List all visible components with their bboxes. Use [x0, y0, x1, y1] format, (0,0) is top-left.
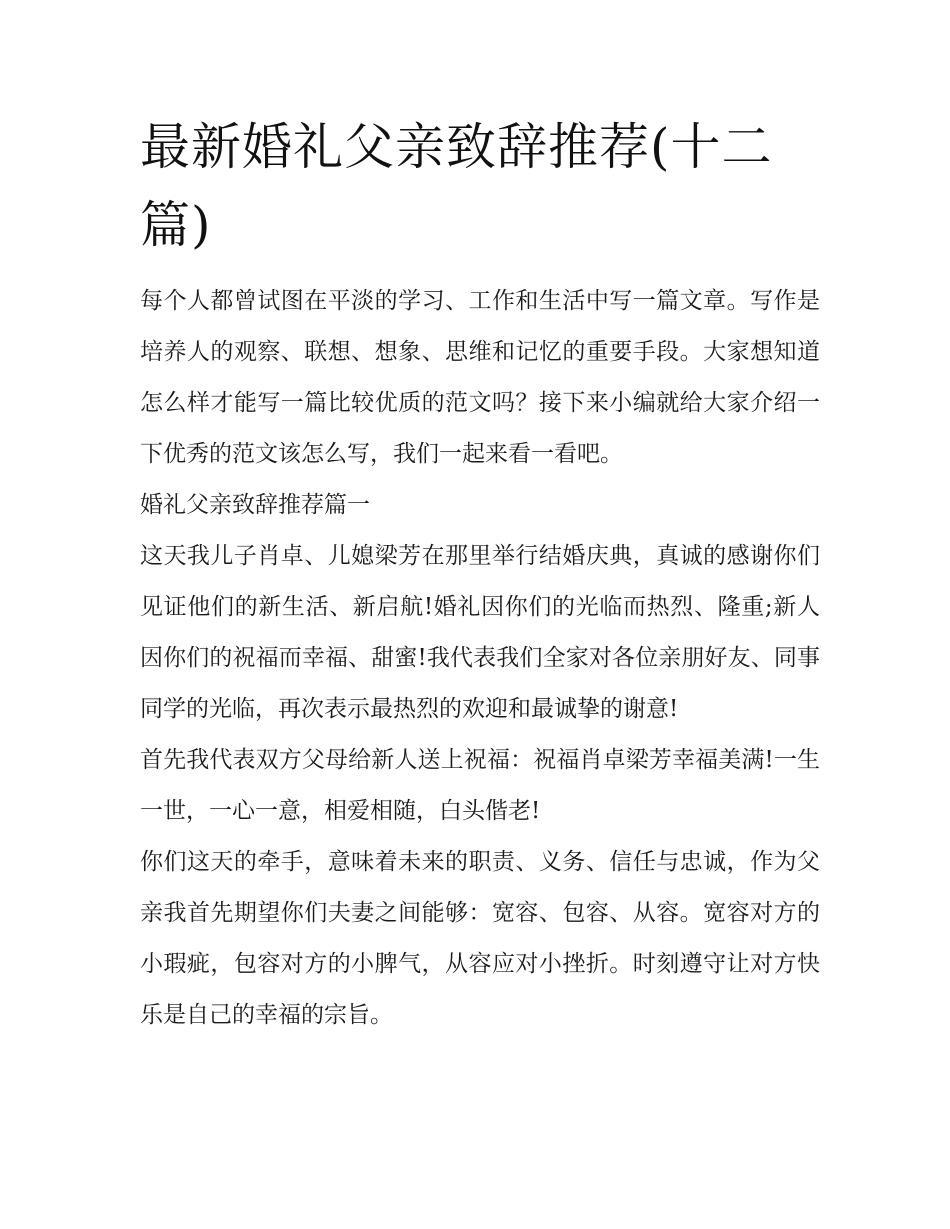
body-paragraph: 这天我儿子肖卓、儿媳梁芳在那里举行结婚庆典，真诚的感谢你们见证他们的新生活、新启航!婚礼因你们的光临而热烈、隆重;新人因你们的祝福而幸福、甜蜜!我代表我们全家对各位亲朋好友、同事同学的光临，再次表示最热烈的欢迎和最诚挚的谢意! — [140, 543, 820, 722]
intro-paragraph: 每个人都曾试图在平淡的学习、工作和生活中写一篇文章。写作是培养人的观察、联想、想象、思维和记忆的重要手段。大家想知道怎么样才能写一篇比较优质的范文吗？接下来小编就给大家介绍一下优秀的范文该怎么写，我们一起来看一看吧。 — [140, 288, 820, 467]
section-heading: 婚礼父亲致辞推荐篇一 — [140, 492, 370, 518]
document-body — [140, 276, 820, 1041]
body-paragraph: 首先我代表双方父母给新人送上祝福：祝福肖卓梁芳幸福美满!一生一世，一心一意，相爱相随，白头偕老! — [140, 747, 820, 824]
body-paragraph: 你们这天的牵手，意味着未来的职责、义务、信任与忠诚，作为父亲我首先期望你们夫妻之间能够：宽容、包容、从容。宽容对方的小瑕疵，包容对方的小脾气，从容应对小挫折。时刻遵守让对方快乐是自己的幸福的宗旨。 — [140, 849, 820, 1028]
document-title: 最新婚礼父亲致辞推荐(十二篇) — [140, 118, 773, 254]
